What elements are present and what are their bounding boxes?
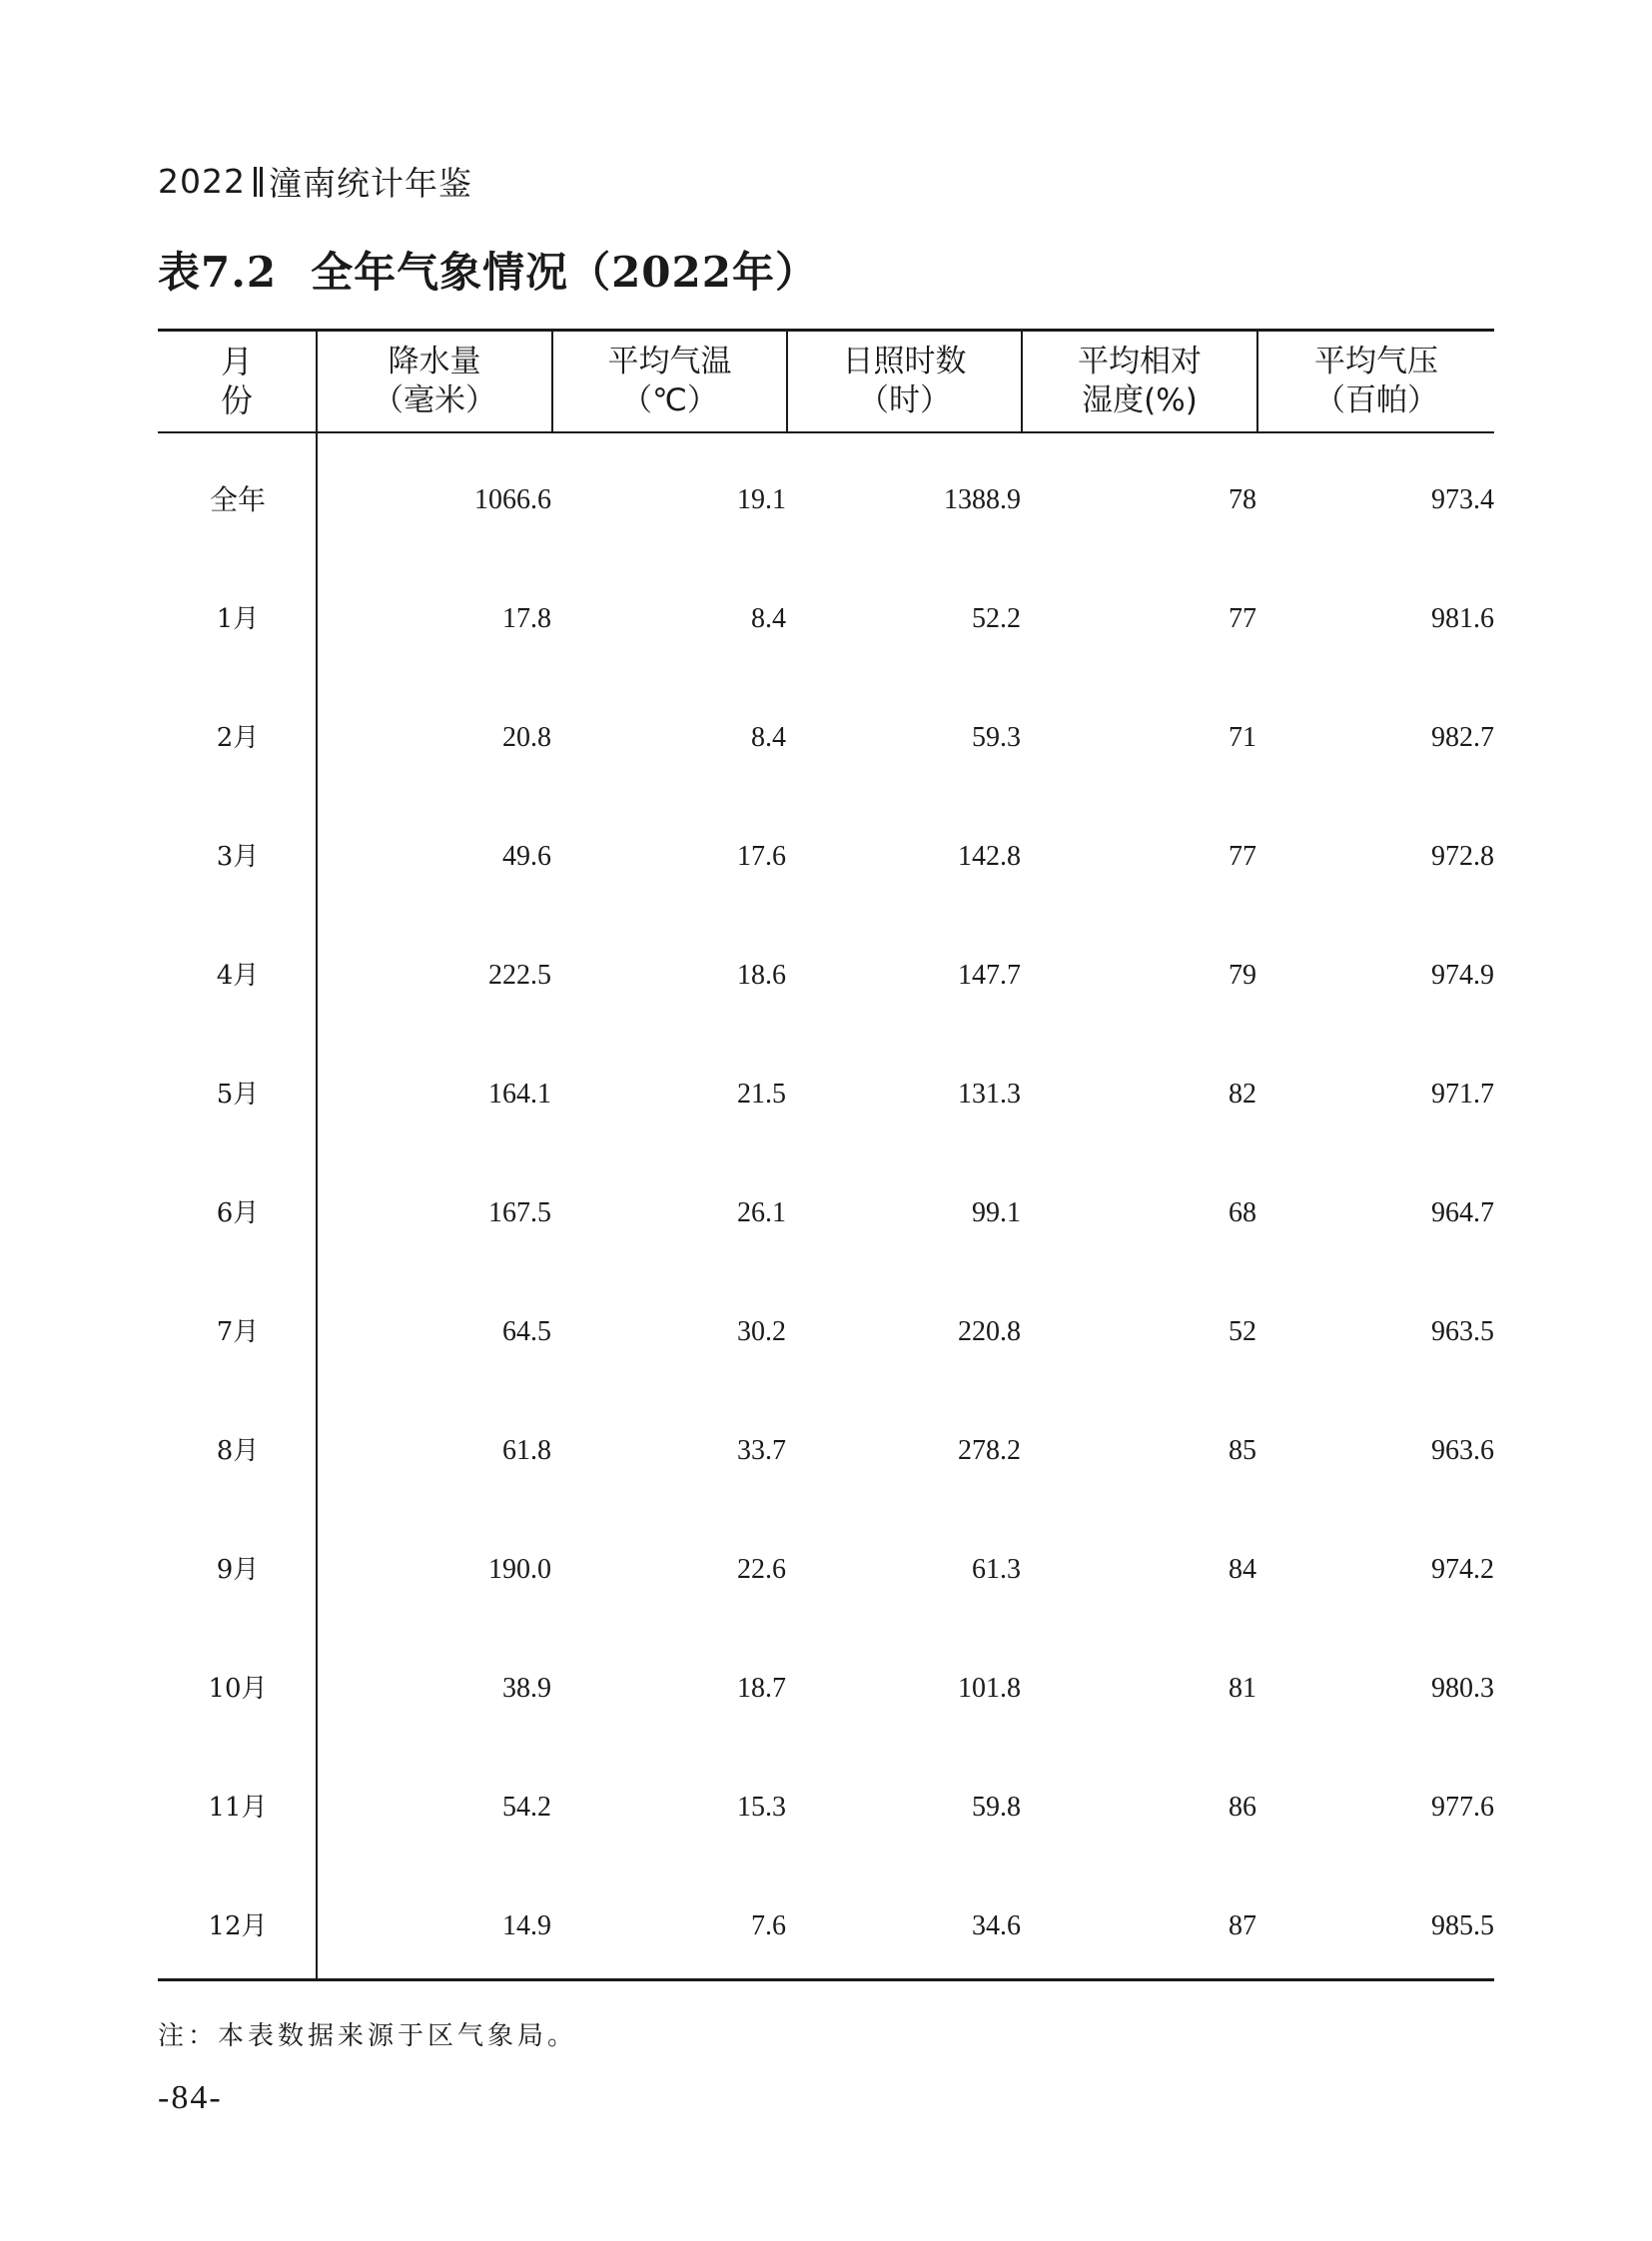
header-label: 降水量 xyxy=(388,344,481,379)
pressure-cell: 972.8 xyxy=(1431,841,1494,872)
column-divider xyxy=(316,332,318,1979)
header-separator xyxy=(254,167,263,197)
table-title xyxy=(158,240,818,300)
page-number: -84- xyxy=(158,2079,223,2116)
pressure-cell: 973.4 xyxy=(1431,484,1494,515)
precipitation-cell: 222.5 xyxy=(488,960,551,991)
header-label: 平均气压 xyxy=(1314,344,1438,379)
header-unit: （℃） xyxy=(621,382,718,418)
table-row xyxy=(158,1669,1494,1709)
precipitation-cell: 190.0 xyxy=(488,1554,551,1585)
month-cell: 2月 xyxy=(216,723,260,753)
month-cell: 10月 xyxy=(208,1674,268,1704)
pressure-cell: 974.9 xyxy=(1431,960,1494,991)
sunshine-cell: 52.2 xyxy=(972,603,1021,634)
table-row xyxy=(158,480,1494,520)
sunshine-cell: 34.6 xyxy=(972,1910,1021,1941)
header-pressure xyxy=(1258,332,1494,431)
precipitation-cell: 64.5 xyxy=(502,1316,551,1347)
month-cell: 4月 xyxy=(216,961,260,991)
pressure-cell: 963.6 xyxy=(1431,1435,1494,1466)
header-humidity xyxy=(1023,332,1256,431)
sunshine-cell: 142.8 xyxy=(958,841,1021,872)
month-cell: 全年 xyxy=(209,483,266,516)
sunshine-cell: 220.8 xyxy=(958,1316,1021,1347)
precipitation-cell: 38.9 xyxy=(502,1673,551,1704)
header-month-label: 月 份 xyxy=(220,343,275,419)
humidity-cell: 84 xyxy=(1229,1554,1256,1585)
humidity-cell: 71 xyxy=(1229,722,1256,753)
temperature-cell: 22.6 xyxy=(737,1554,786,1585)
precipitation-cell: 14.9 xyxy=(502,1910,551,1941)
header-precipitation xyxy=(318,332,551,431)
sunshine-cell: 61.3 xyxy=(972,1554,1021,1585)
temperature-cell: 33.7 xyxy=(737,1435,786,1466)
table-row xyxy=(158,837,1494,877)
humidity-cell: 81 xyxy=(1229,1673,1256,1704)
header-month xyxy=(158,332,316,431)
precipitation-cell: 17.8 xyxy=(502,603,551,634)
humidity-cell: 77 xyxy=(1229,841,1256,872)
month-cell: 11月 xyxy=(208,1793,268,1823)
temperature-cell: 8.4 xyxy=(751,603,786,634)
table-row xyxy=(158,1312,1494,1352)
sunshine-cell: 101.8 xyxy=(958,1673,1021,1704)
table-footnote: 注：本表数据来源于区气象局。 xyxy=(158,2021,578,2051)
table-row xyxy=(158,1906,1494,1946)
sunshine-cell: 147.7 xyxy=(958,960,1021,991)
table-row xyxy=(158,718,1494,758)
pressure-cell: 963.5 xyxy=(1431,1316,1494,1347)
humidity-cell: 82 xyxy=(1229,1079,1256,1110)
humidity-cell: 85 xyxy=(1229,1435,1256,1466)
month-cell: 12月 xyxy=(208,1911,268,1941)
table-row xyxy=(158,1193,1494,1233)
precipitation-cell: 49.6 xyxy=(502,841,551,872)
header-year: 2022 xyxy=(158,162,246,201)
table-row xyxy=(158,1550,1494,1590)
temperature-cell: 18.6 xyxy=(737,960,786,991)
humidity-cell: 87 xyxy=(1229,1910,1256,1941)
sunshine-cell: 278.2 xyxy=(958,1435,1021,1466)
pressure-cell: 971.7 xyxy=(1431,1079,1494,1110)
header-label: 日照时数 xyxy=(842,344,967,379)
table-row xyxy=(158,1075,1494,1115)
month-cell: 3月 xyxy=(216,842,260,872)
table-row xyxy=(158,1431,1494,1471)
precipitation-cell: 167.5 xyxy=(488,1197,551,1228)
temperature-cell: 19.1 xyxy=(737,484,786,515)
header-label: 平均相对 xyxy=(1078,344,1202,379)
month-cell: 7月 xyxy=(216,1317,260,1347)
table-header-rule xyxy=(158,431,1494,433)
sunshine-cell: 99.1 xyxy=(972,1197,1021,1228)
precipitation-cell: 54.2 xyxy=(502,1792,551,1823)
table-number: 表7.2 xyxy=(158,248,278,297)
table-bottom-rule xyxy=(158,1978,1494,1981)
pressure-cell: 977.6 xyxy=(1431,1792,1494,1823)
pressure-cell: 974.2 xyxy=(1431,1554,1494,1585)
month-cell: 9月 xyxy=(216,1555,260,1585)
header-unit: 湿度(%) xyxy=(1082,382,1198,418)
header-sunshine xyxy=(788,332,1021,431)
month-cell: 6月 xyxy=(216,1198,260,1228)
sunshine-cell: 59.8 xyxy=(972,1792,1021,1823)
header-unit: （毫米） xyxy=(373,382,496,418)
table-title-text: 全年气象情况（2022年） xyxy=(311,248,818,297)
month-cell: 1月 xyxy=(216,604,260,634)
sunshine-cell: 1388.9 xyxy=(944,484,1021,515)
precipitation-cell: 164.1 xyxy=(488,1079,551,1110)
pressure-cell: 985.5 xyxy=(1431,1910,1494,1941)
humidity-cell: 79 xyxy=(1229,960,1256,991)
precipitation-cell: 61.8 xyxy=(502,1435,551,1466)
header-label: 平均气温 xyxy=(607,344,732,379)
humidity-cell: 78 xyxy=(1229,484,1256,515)
temperature-cell: 18.7 xyxy=(737,1673,786,1704)
header-book-title: 潼南统计年鉴 xyxy=(268,164,472,203)
running-header xyxy=(158,158,472,205)
precipitation-cell: 20.8 xyxy=(502,722,551,753)
month-cell: 8月 xyxy=(216,1436,260,1466)
pressure-cell: 981.6 xyxy=(1431,603,1494,634)
humidity-cell: 77 xyxy=(1229,603,1256,634)
temperature-cell: 17.6 xyxy=(737,841,786,872)
header-unit: （百帕） xyxy=(1314,382,1438,418)
pressure-cell: 982.7 xyxy=(1431,722,1494,753)
pressure-cell: 980.3 xyxy=(1431,1673,1494,1704)
header-unit: （时） xyxy=(858,382,951,418)
temperature-cell: 7.6 xyxy=(751,1910,786,1941)
table-row xyxy=(158,1788,1494,1828)
sunshine-cell: 59.3 xyxy=(972,722,1021,753)
month-cell: 5月 xyxy=(216,1080,260,1110)
table-row xyxy=(158,956,1494,996)
humidity-cell: 86 xyxy=(1229,1792,1256,1823)
temperature-cell: 21.5 xyxy=(737,1079,786,1110)
humidity-cell: 52 xyxy=(1229,1316,1256,1347)
precipitation-cell: 1066.6 xyxy=(474,484,551,515)
temperature-cell: 26.1 xyxy=(737,1197,786,1228)
temperature-cell: 8.4 xyxy=(751,722,786,753)
temperature-cell: 15.3 xyxy=(737,1792,786,1823)
pressure-cell: 964.7 xyxy=(1431,1197,1494,1228)
temperature-cell: 30.2 xyxy=(737,1316,786,1347)
header-temperature xyxy=(553,332,786,431)
humidity-cell: 68 xyxy=(1229,1197,1256,1228)
table-row xyxy=(158,599,1494,639)
sunshine-cell: 131.3 xyxy=(958,1079,1021,1110)
